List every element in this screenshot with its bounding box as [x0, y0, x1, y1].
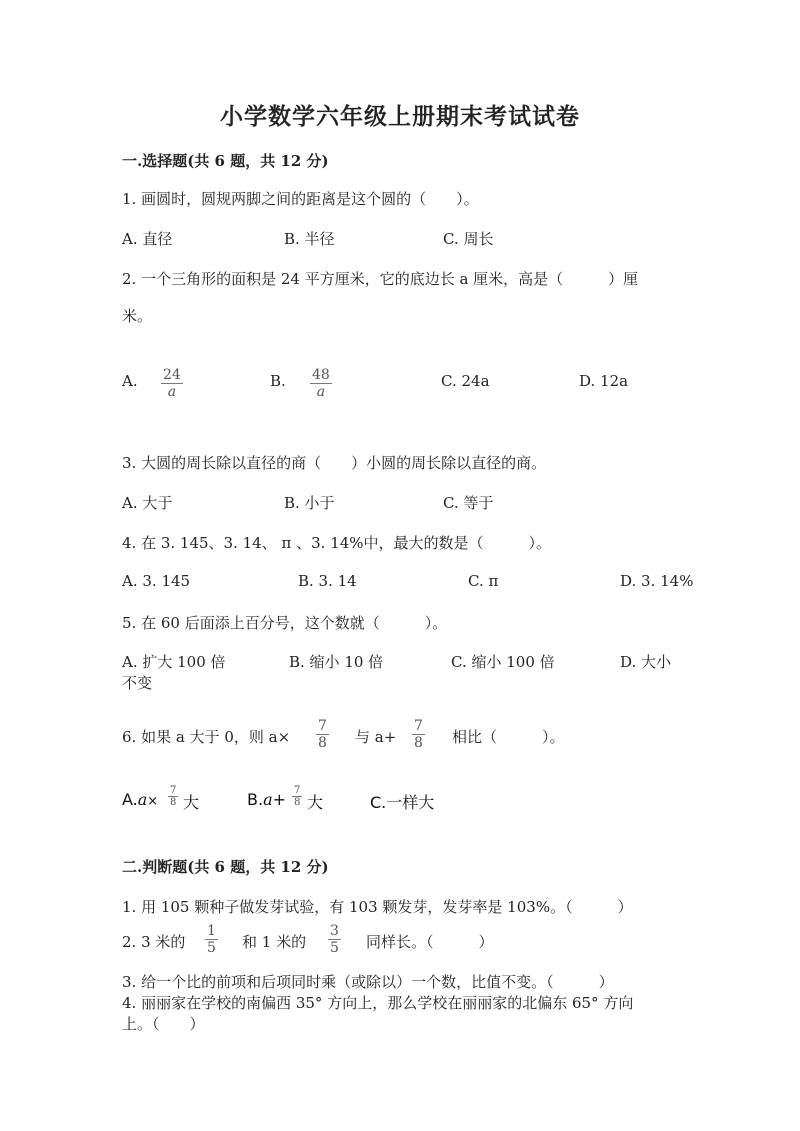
fraction-numerator: 7 [414, 718, 423, 734]
fraction-denominator: a [167, 384, 177, 400]
judgement-3: 3. 给一个比的前项和后项同时乘（或除以）一个数，比值不变。（ ） [122, 973, 614, 991]
question-5-stem: 5. 在 60 后面添上百分号，这个数就（ ）。 [122, 614, 448, 632]
option-letter: B. [247, 790, 264, 809]
fraction-numerator: 7 [170, 785, 177, 796]
q3-option-b[interactable]: B. 小于 [284, 494, 335, 512]
operator: + [272, 790, 287, 809]
question-2-stem-line2: 米。 [122, 307, 153, 325]
q3-option-c[interactable]: C. 等于 [443, 494, 494, 512]
section-heading-judgement: 二.判断题(共 6 题，共 12 分) [122, 858, 329, 876]
q2-option-a-fraction [161, 367, 183, 400]
judgement-2-part2: 和 1 米的 [242, 933, 307, 951]
judgement-2-part3: 同样长。（ ） [366, 933, 494, 951]
fraction-denominator: 8 [414, 735, 423, 751]
fraction-numerator: 1 [207, 923, 216, 939]
fraction-numerator: 3 [330, 923, 339, 939]
q1-option-a[interactable]: A. 直径 [122, 230, 173, 248]
q6-option-a-suffix: 大 [183, 793, 200, 812]
variable-a: a [263, 790, 273, 809]
q6-option-b-fraction [292, 785, 302, 808]
q2-option-a-label[interactable]: A. [122, 372, 138, 390]
fraction-numerator: 48 [312, 367, 330, 383]
q5-option-a[interactable]: A. 扩大 100 倍 [122, 653, 226, 671]
option-letter: A. [122, 790, 138, 809]
q1-option-c[interactable]: C. 周长 [443, 230, 494, 248]
judgement-1: 1. 用 105 颗种子做发芽试验，有 103 颗发芽，发芽率是 103%。（ ） [122, 898, 633, 916]
question-2-stem-line1: 2. 一个三角形的面积是 24 平方厘米，它的底边长 a 厘米，高是（ ）厘 [122, 270, 639, 288]
judgement-2-fraction-2 [328, 923, 341, 956]
q6-option-b[interactable] [247, 790, 286, 809]
q6-option-a[interactable] [122, 790, 158, 809]
q6-option-a-fraction [168, 785, 178, 808]
fraction-denominator: a [316, 384, 326, 400]
judgement-4-line2: 上。（ ） [122, 1015, 205, 1033]
q5-option-b[interactable]: B. 缩小 10 倍 [289, 653, 384, 671]
fraction-numerator: 7 [294, 785, 301, 796]
q6-option-b-suffix: 大 [307, 793, 324, 812]
judgement-4-line1: 4. 丽丽家在学校的南偏西 35° 方向上，那么学校在丽丽家的北偏东 65° 方向 [122, 994, 634, 1012]
judgement-2-part1: 2. 3 米的 [122, 933, 186, 951]
page-title: 小学数学六年级上册期末考试试卷 [220, 103, 580, 130]
q5-option-c[interactable]: C. 缩小 100 倍 [451, 653, 555, 671]
q6-stem-fraction-2 [412, 718, 425, 751]
question-6-stem-part2: 与 a+ [355, 728, 397, 746]
q2-option-b-fraction [310, 367, 332, 400]
q6-option-c[interactable]: C.一样大 [370, 793, 435, 812]
q5-option-d-line2[interactable]: 不变 [122, 674, 153, 692]
fraction-denominator: 8 [318, 735, 327, 751]
fraction-denominator: 5 [207, 940, 216, 956]
question-6-stem-part1: 6. 如果 a 大于 0，则 a× [122, 728, 291, 746]
q4-option-c[interactable]: C. π [468, 572, 499, 590]
operator: × [147, 794, 159, 809]
section-heading-choice: 一.选择题(共 6 题，共 12 分) [122, 152, 329, 170]
question-6-stem-part3: 相比（ ）。 [452, 728, 565, 746]
q2-option-c[interactable]: C. 24a [441, 372, 490, 390]
fraction-numerator: 24 [163, 367, 181, 383]
fraction-denominator: 8 [294, 797, 301, 808]
q6-stem-fraction-1 [316, 718, 329, 751]
q2-option-d[interactable]: D. 12a [579, 372, 629, 390]
q4-option-a[interactable]: A. 3. 145 [122, 572, 191, 590]
fraction-numerator: 7 [318, 718, 327, 734]
q4-option-b[interactable]: B. 3. 14 [298, 572, 357, 590]
q5-option-d-line1[interactable]: D. 大小 [620, 653, 672, 671]
variable-a: a [137, 790, 148, 809]
fraction-denominator: 8 [170, 797, 177, 808]
q4-option-d[interactable]: D. 3. 14% [620, 572, 694, 590]
judgement-2-fraction-1 [205, 923, 218, 956]
question-3-stem: 3. 大圆的周长除以直径的商（ ）小圆的周长除以直径的商。 [122, 454, 547, 472]
q2-option-b-label[interactable]: B. [270, 372, 286, 390]
q1-option-b[interactable]: B. 半径 [284, 230, 335, 248]
fraction-denominator: 5 [330, 940, 339, 956]
question-4-stem: 4. 在 3. 145、3. 14、 π 、3. 14%中，最大的数是（ ）。 [122, 534, 552, 552]
q3-option-a[interactable]: A. 大于 [122, 494, 173, 512]
question-1-stem: 1. 画圆时，圆规两脚之间的距离是这个圆的（ ）。 [122, 190, 479, 208]
